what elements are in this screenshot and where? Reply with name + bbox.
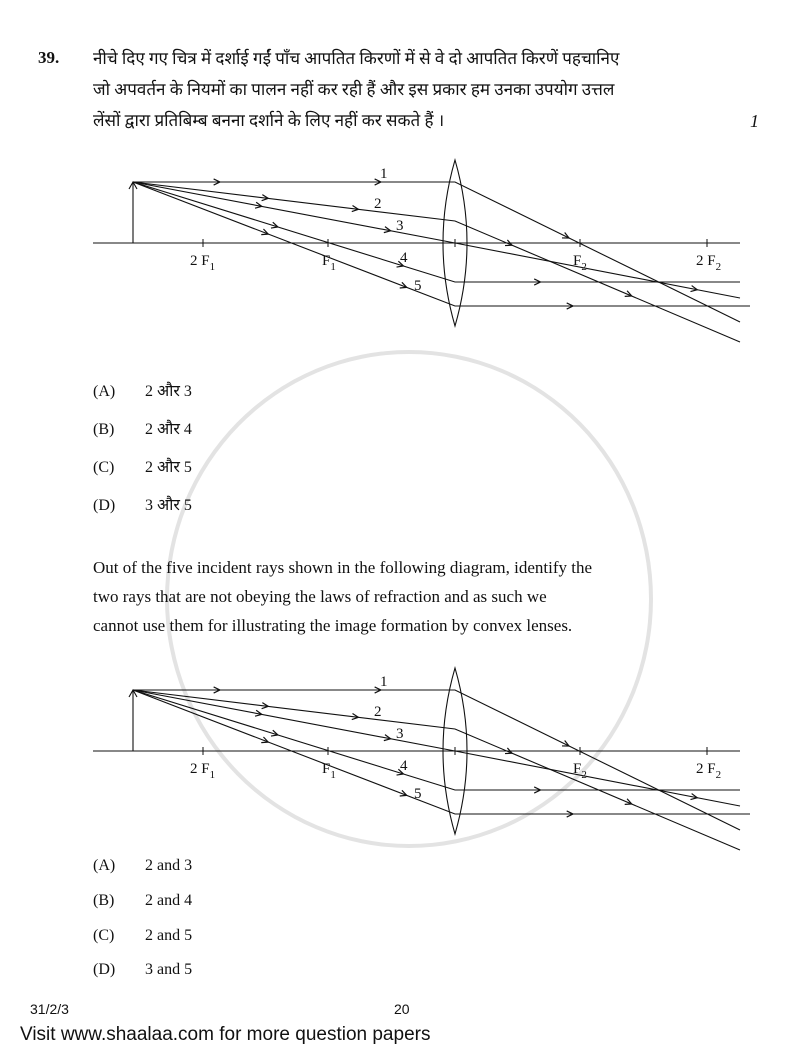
option-label: (C) [93, 927, 115, 944]
option-b-english [93, 891, 192, 911]
focal-label-main: 2 F [190, 253, 210, 269]
lens-ray-diagram-hindi [0, 150, 800, 344]
focal-label-main: 2 F [696, 761, 716, 777]
light-ray [133, 182, 750, 306]
focal-label-main: F [322, 761, 331, 777]
ray-label-3: 3 [396, 726, 404, 742]
question-marks: 1 [750, 111, 759, 131]
option-text: 2 and 5 [145, 927, 193, 944]
option-a-hindi [93, 382, 192, 402]
light-ray [133, 690, 740, 830]
option-label: (D) [93, 497, 116, 514]
ray-label-3: 3 [396, 218, 404, 234]
ray-label-1: 1 [380, 674, 388, 690]
option-label: (C) [93, 459, 115, 476]
light-ray [133, 690, 740, 806]
footer-link-text[interactable]: Visit www.shaalaa.com for more question papers [20, 1024, 431, 1045]
paper-code: 31/2/3 [30, 1001, 69, 1017]
light-ray [133, 690, 740, 790]
label-2f1 [190, 253, 215, 273]
option-label: (B) [93, 421, 115, 438]
ray-label-4: 4 [400, 250, 408, 266]
option-text: 2 और 3 [145, 383, 192, 400]
lens-ray-diagram-english [0, 658, 800, 852]
focal-label-subscript: 1 [330, 261, 336, 273]
option-text: 2 and 4 [145, 892, 193, 909]
focal-label-main: F [322, 253, 331, 269]
focal-label-subscript: 1 [330, 769, 336, 781]
focal-label-subscript: 1 [209, 769, 216, 781]
focal-label-main: 2 F [696, 253, 716, 269]
option-c-english [93, 926, 192, 946]
question-number: 39. [38, 48, 60, 67]
ray-label-4: 4 [400, 758, 408, 774]
label-f2 [573, 761, 587, 781]
hindi-question-line: नीचे दिए गए चित्र में दर्शाई गईं पाँच आपतित किरणों में से वे दो आपतित किरणें पहचानिए [93, 49, 620, 68]
label-f2 [573, 253, 587, 273]
light-ray [133, 182, 740, 342]
option-text: 2 और 5 [145, 459, 192, 476]
light-ray [133, 690, 740, 850]
option-text: 3 and 5 [145, 961, 193, 978]
option-label: (D) [93, 961, 116, 978]
english-question-line: two rays that are not obeying the laws of refraction and as such we [93, 587, 547, 606]
label-2f2 [696, 761, 721, 781]
hindi-question-line: जो अपवर्तन के नियमों का पालन नहीं कर रही हैं और इस प्रकार हम उनका उपयोग उत्तल [93, 80, 615, 99]
option-b-hindi [93, 420, 192, 440]
option-label: (A) [93, 857, 116, 874]
option-a-english [93, 856, 192, 876]
hindi-question-line: लेंसों द्वारा प्रतिबिम्ब बनना दर्शाने के लिए नहीं कर सकते हैं । [93, 111, 445, 130]
focal-label-subscript: 1 [209, 261, 216, 273]
light-ray [133, 182, 740, 282]
ray-label-1: 1 [380, 166, 388, 182]
english-question-line: Out of the five incident rays shown in the following diagram, identify the [93, 558, 593, 577]
focal-label-main: F [573, 253, 582, 269]
option-d-english [93, 960, 192, 980]
option-text: 3 और 5 [145, 497, 192, 514]
label-2f2 [696, 253, 721, 273]
label-2f1 [190, 761, 215, 781]
ray-label-2: 2 [374, 196, 382, 212]
light-ray [133, 182, 740, 322]
ray-label-5: 5 [414, 278, 422, 294]
option-label: (A) [93, 383, 116, 400]
ray-label-2: 2 [374, 704, 382, 720]
option-text: 2 and 3 [145, 857, 193, 874]
option-c-hindi [93, 458, 192, 478]
option-text: 2 और 4 [145, 421, 192, 438]
light-ray [133, 690, 750, 814]
english-question-line: cannot use them for illustrating the image formation by convex lenses. [93, 616, 573, 635]
page-number: 20 [394, 1001, 410, 1017]
focal-label-subscript: 2 [581, 769, 587, 781]
focal-label-subscript: 2 [715, 261, 722, 273]
ray-label-5: 5 [414, 786, 422, 802]
focal-label-main: F [573, 761, 582, 777]
focal-label-main: 2 F [190, 761, 210, 777]
option-d-hindi [93, 496, 192, 516]
focal-label-subscript: 2 [715, 769, 722, 781]
focal-label-subscript: 2 [581, 261, 587, 273]
light-ray [133, 182, 740, 298]
option-label: (B) [93, 892, 115, 909]
